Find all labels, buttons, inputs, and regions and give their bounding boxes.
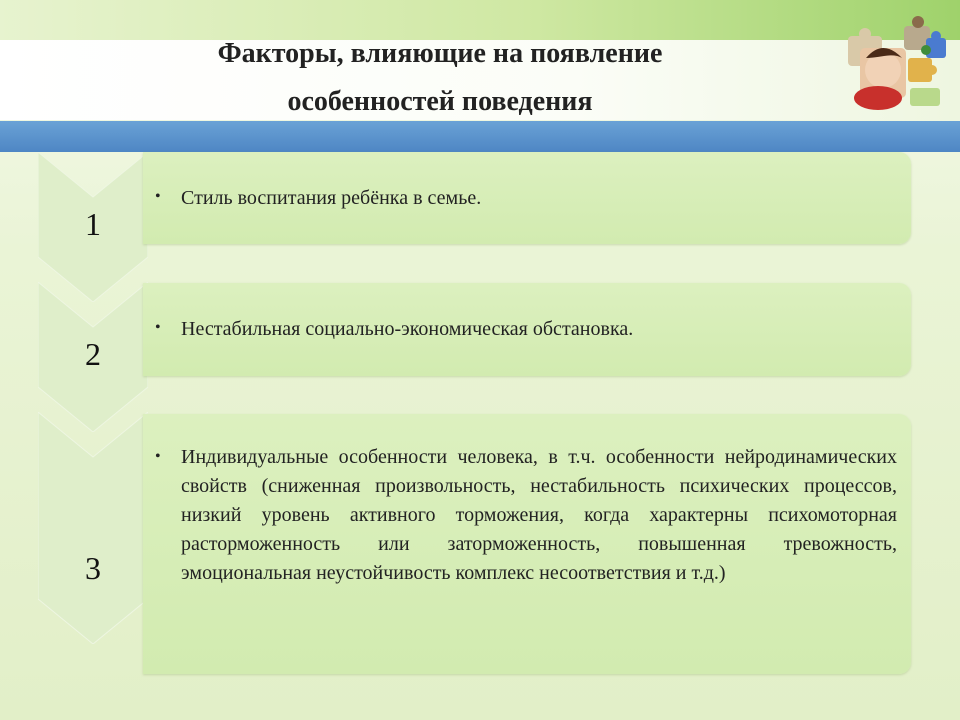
bullet-2: • bbox=[155, 319, 161, 336]
item-number-2: 2 bbox=[85, 336, 101, 372]
item-card-3 bbox=[143, 414, 911, 674]
item-text-1: Стиль воспитания ребёнка в семье. bbox=[181, 187, 482, 209]
bullet-3: • bbox=[155, 448, 161, 465]
item-number-1: 1 bbox=[85, 206, 101, 242]
slide-title bbox=[120, 30, 760, 126]
item-card-1 bbox=[143, 152, 911, 244]
bullet-1: • bbox=[155, 188, 161, 205]
title-line-1: Факторы, влияющие на появление bbox=[217, 38, 663, 69]
title-line-2: особенностей поведения bbox=[287, 86, 593, 117]
item-number-3: 3 bbox=[85, 550, 101, 586]
puzzle-children-image bbox=[838, 8, 953, 118]
item-text-3: Индивидуальные особенности человека, в т.ч. особенности нейродинамических свойств (сниженная произвольность, нестабильность психических процессов, низкий уровень активного торможения, когда характерны психомоторная расторможенность или заторможенность, повышенная тревожность, эмоциональная неустойчивость комплекс несоответствия и т.д.) bbox=[181, 446, 897, 584]
chevron-3 bbox=[38, 412, 148, 644]
header-blue-bar bbox=[0, 121, 960, 152]
item-text-2: Нестабильная социально-экономическая обстановка. bbox=[181, 318, 634, 340]
item-card-2 bbox=[143, 283, 911, 376]
